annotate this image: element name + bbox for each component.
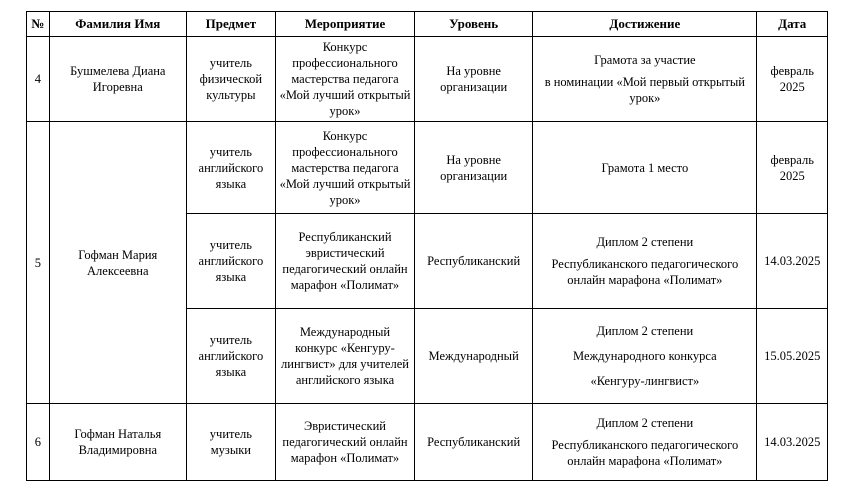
cell-no: 4 — [27, 37, 50, 122]
achievement-line: Диплом 2 степени — [596, 416, 694, 430]
cell-achievement — [533, 214, 757, 309]
header-date: Дата — [757, 12, 828, 37]
cell-level: Международный — [415, 309, 533, 404]
table-header-row — [27, 12, 828, 37]
header-subject: Предмет — [186, 12, 275, 37]
achievement-line: Республиканского педагогического онлайн марафона «Полимат» — [551, 438, 739, 468]
cell-name: Гофман Мария Алексеевна — [49, 122, 186, 404]
achievement-line: «Кенгуру-лингвист» — [590, 374, 700, 388]
table-row — [27, 404, 828, 481]
table-row — [27, 37, 828, 122]
achievement-line: Грамота за участие — [594, 53, 696, 67]
header-no: № — [27, 12, 50, 37]
table-row — [27, 122, 828, 214]
cell-achievement — [533, 122, 757, 214]
header-name: Фамилия Имя — [49, 12, 186, 37]
cell-no: 5 — [27, 122, 50, 404]
cell-subject: учитель музыки — [186, 404, 275, 481]
cell-event: Республиканский эвристический педагогический онлайн марафон «Полимат» — [275, 214, 414, 309]
cell-subject: учитель английского языка — [186, 122, 275, 214]
cell-subject: учитель английского языка — [186, 309, 275, 404]
header-level: Уровень — [415, 12, 533, 37]
achievement-line: Диплом 2 степени — [596, 235, 694, 249]
cell-name: Бушмелева Диана Игоревна — [49, 37, 186, 122]
cell-event: Конкурс профессионального мастерства педагога «Мой лучший открытый урок» — [275, 122, 414, 214]
achievement-line: Республиканского педагогического онлайн марафона «Полимат» — [551, 257, 739, 287]
cell-date: 14.03.2025 — [757, 214, 828, 309]
cell-subject: учитель английского языка — [186, 214, 275, 309]
cell-achievement — [533, 37, 757, 122]
cell-event: Эвристический педагогический онлайн марафон «Полимат» — [275, 404, 414, 481]
cell-date: 14.03.2025 — [757, 404, 828, 481]
cell-achievement — [533, 309, 757, 404]
cell-name: Гофман Наталья Владимировна — [49, 404, 186, 481]
cell-achievement — [533, 404, 757, 481]
cell-event: Конкурс профессионального мастерства педагога «Мой лучший открытый урок» — [275, 37, 414, 122]
cell-date: февраль 2025 — [757, 37, 828, 122]
achievement-line: Грамота 1 место — [601, 160, 689, 175]
achievement-line: Международного конкурса — [573, 349, 717, 363]
cell-level: Республиканский — [415, 214, 533, 309]
cell-subject: учитель физической культуры — [186, 37, 275, 122]
achievement-line: в номинации «Мой первый открытый урок» — [544, 75, 745, 105]
cell-event: Международный конкурс «Кенгуру-лингвист» для учителей английского языка — [275, 309, 414, 404]
header-achievement: Достижение — [533, 12, 757, 37]
cell-date: февраль 2025 — [757, 122, 828, 214]
achievement-line: Диплом 2 степени — [596, 324, 694, 338]
cell-level: На уровне организации — [415, 122, 533, 214]
cell-level: Республиканский — [415, 404, 533, 481]
header-event: Мероприятие — [275, 12, 414, 37]
cell-date: 15.05.2025 — [757, 309, 828, 404]
cell-level: На уровне организации — [415, 37, 533, 122]
cell-no: 6 — [27, 404, 50, 481]
achievements-table — [26, 11, 828, 481]
